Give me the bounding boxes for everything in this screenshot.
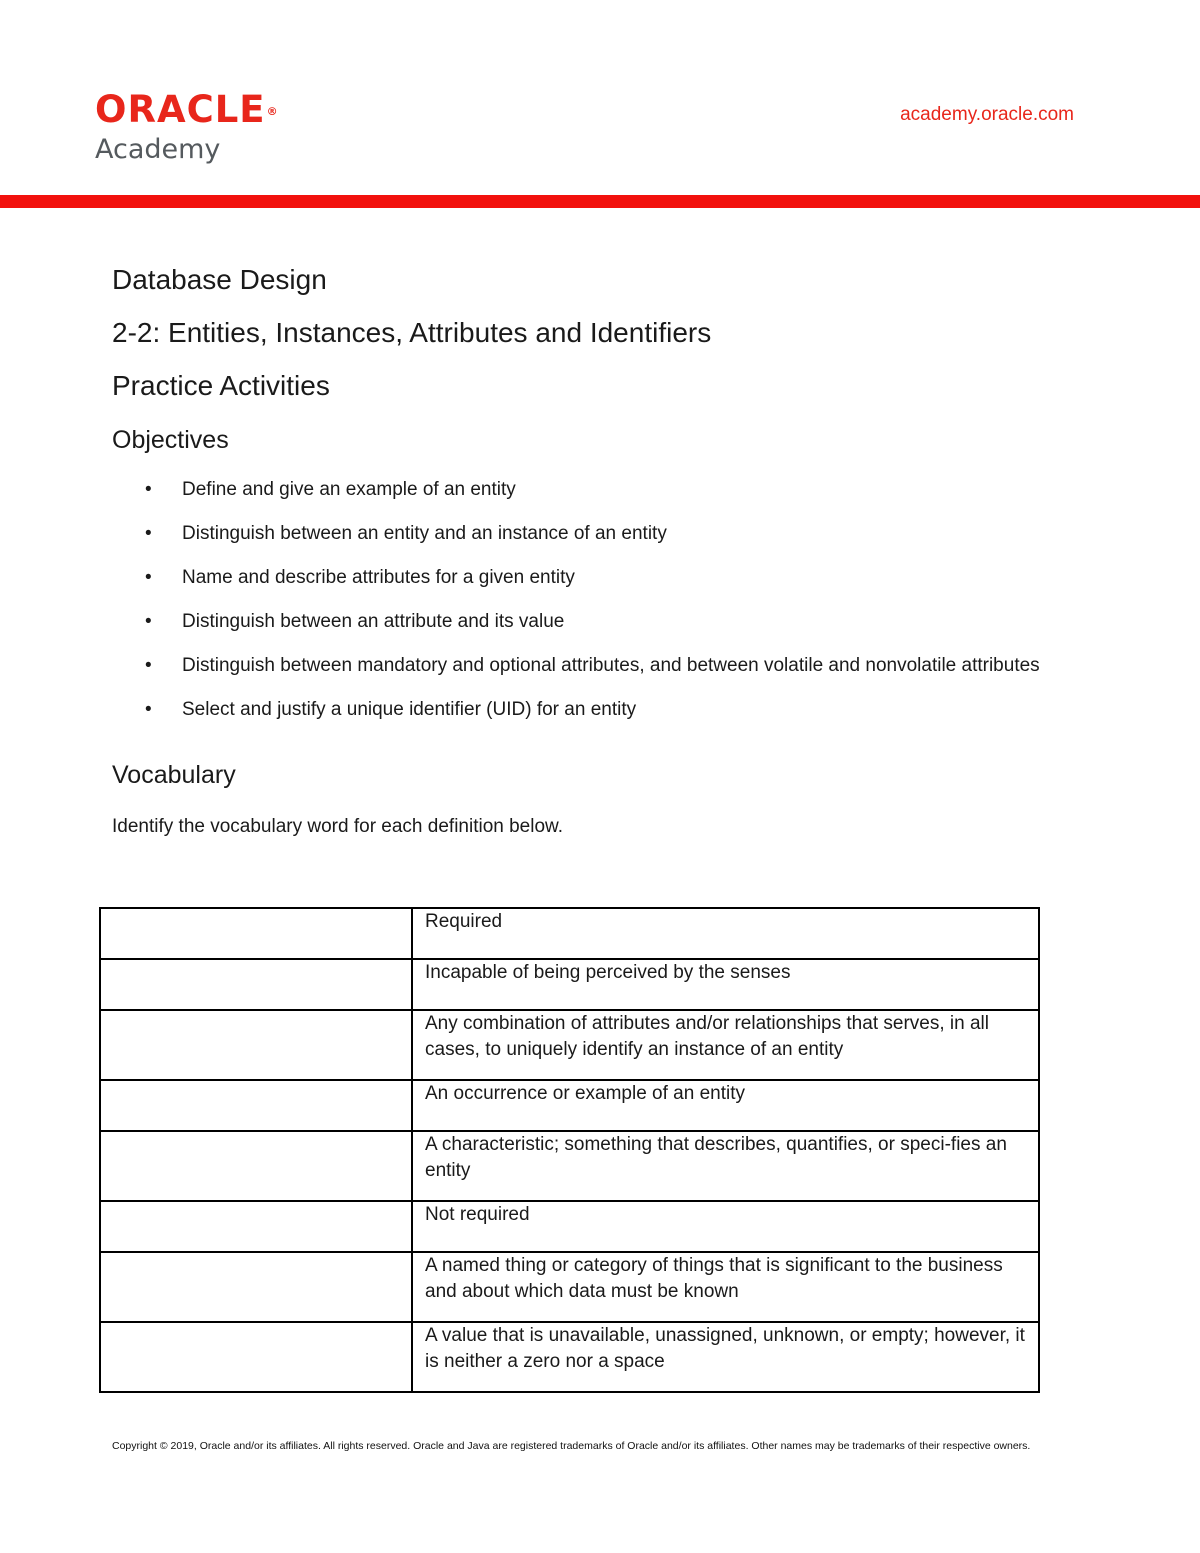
vocabulary-definition-cell: A named thing or category of things that is significant to the business and about which data must be known <box>412 1252 1039 1322</box>
header-divider-bar <box>0 195 1200 208</box>
objectives-heading: Objectives <box>112 426 229 454</box>
vocabulary-definition-cell: Not required <box>412 1201 1039 1252</box>
objective-item: • Distinguish between an entity and an instance of an entity <box>112 521 1072 547</box>
logo-brand: ORACLE® <box>95 88 278 131</box>
vocabulary-definition-cell: A characteristic; something that describes, quantifies, or speci-fies an entity <box>412 1131 1039 1201</box>
vocabulary-word-cell[interactable] <box>100 1131 412 1201</box>
bullet-icon: • <box>145 699 152 720</box>
bullet-icon: • <box>145 523 152 544</box>
vocabulary-definition-cell: Incapable of being perceived by the senses <box>412 959 1039 1010</box>
vocabulary-row <box>100 959 1039 1010</box>
vocabulary-word-cell[interactable] <box>100 1252 412 1322</box>
vocabulary-row <box>100 1010 1039 1080</box>
vocabulary-row <box>100 1322 1039 1392</box>
vocabulary-word-cell[interactable] <box>100 1201 412 1252</box>
course-title: Database Design <box>112 264 327 295</box>
vocabulary-word-cell[interactable] <box>100 1080 412 1131</box>
academy-site-link[interactable]: academy.oracle.com <box>900 104 1074 125</box>
vocabulary-word-cell[interactable] <box>100 1010 412 1080</box>
objectives-list <box>112 477 1072 723</box>
objective-item: • Name and describe attributes for a given entity <box>112 565 1072 591</box>
vocabulary-row <box>100 1252 1039 1322</box>
activity-title: Practice Activities <box>112 370 330 401</box>
document-body <box>112 262 1072 840</box>
vocabulary-row <box>100 1080 1039 1131</box>
vocabulary-word-cell[interactable] <box>100 908 412 959</box>
objective-item: • Distinguish between mandatory and optional attributes, and between volatile and nonvolatile attributes <box>112 653 1072 679</box>
bullet-icon: • <box>145 567 152 588</box>
bullet-icon: • <box>145 655 152 676</box>
vocabulary-instructions: Identify the vocabulary word for each definition below. <box>112 816 563 837</box>
bullet-icon: • <box>145 611 152 632</box>
vocabulary-row <box>100 1131 1039 1201</box>
copyright-footer: Copyright © 2019, Oracle and/or its affiliates. All rights reserved. Oracle and Java are registered trademarks of Oracle and/or its affiliates. Other names may be trademarks of their respective owners. <box>112 1440 1031 1452</box>
vocabulary-row <box>100 1201 1039 1252</box>
vocabulary-word-cell[interactable] <box>100 1322 412 1392</box>
objective-item: • Select and justify a unique identifier (UID) for an entity <box>112 697 1072 723</box>
vocabulary-definition-cell: Required <box>412 908 1039 959</box>
vocabulary-definition-cell: A value that is unavailable, unassigned, unknown, or empty; however, it is neither a zero nor a space <box>412 1322 1039 1392</box>
vocabulary-word-cell[interactable] <box>100 959 412 1010</box>
objective-item: • Distinguish between an attribute and its value <box>112 609 1072 635</box>
registered-mark: ® <box>266 105 278 118</box>
objective-item: • Define and give an example of an entity <box>112 477 1072 503</box>
logo-subtitle: Academy <box>95 134 221 165</box>
vocabulary-table <box>99 907 1040 1393</box>
lesson-title: 2-2: Entities, Instances, Attributes and Identifiers <box>112 317 712 348</box>
vocabulary-definition-cell: Any combination of attributes and/or relationships that serves, in all cases, to uniquely identify an instance of an entity <box>412 1010 1039 1080</box>
bullet-icon: • <box>145 479 152 500</box>
vocabulary-row <box>100 908 1039 959</box>
vocabulary-heading: Vocabulary <box>112 761 236 789</box>
vocabulary-definition-cell: An occurrence or example of an entity <box>412 1080 1039 1131</box>
oracle-academy-logo <box>95 90 278 167</box>
